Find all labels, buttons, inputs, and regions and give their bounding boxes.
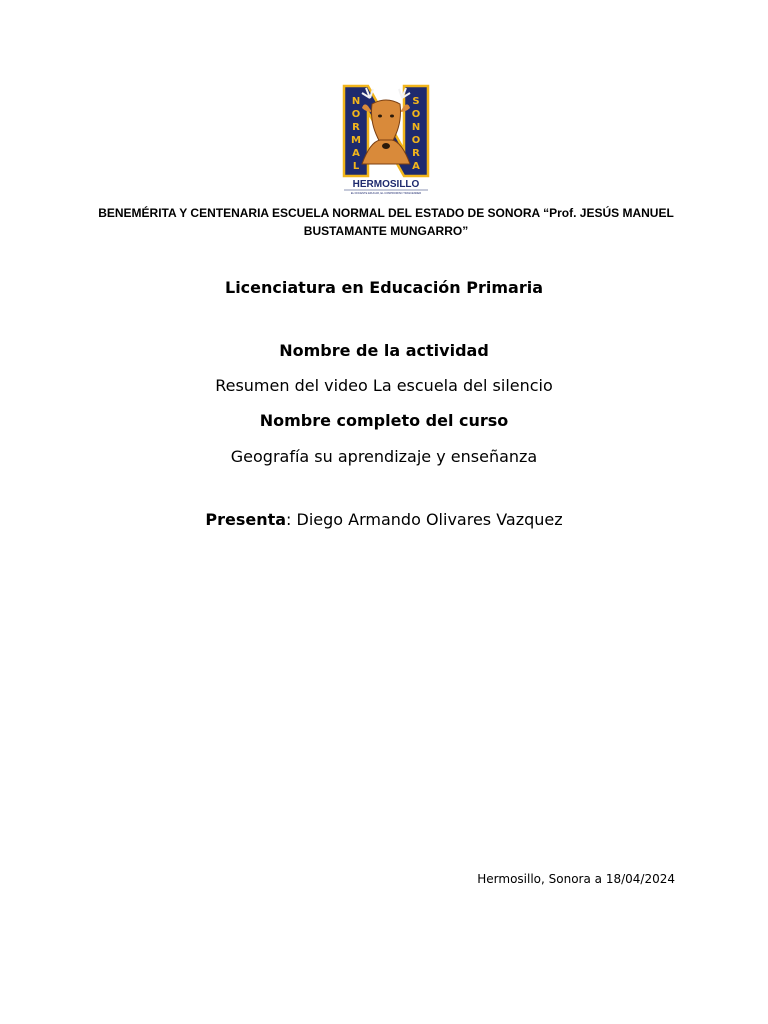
logo-letter-left: L xyxy=(352,161,360,172)
presenter-line xyxy=(0,509,768,531)
logo-letter-right: O xyxy=(411,109,421,120)
presenter-label: Presenta xyxy=(205,510,287,529)
logo-letter-left: O xyxy=(351,109,361,120)
logo-letter-right: R xyxy=(412,148,420,159)
school-logo xyxy=(340,84,432,196)
course-value: Geografía su aprendizaje y enseñanza xyxy=(230,447,538,466)
logo-letter-left: A xyxy=(352,148,360,159)
institution-name: BENEMÉRITA Y CENTENARIA ESCUELA NORMAL DEL ESTADO DE SONORA “Prof. JESÚS MANUEL BUSTAMANTE MUNGARRO” xyxy=(98,206,674,238)
place-date: Hermosillo, Sonora a 18/04/2024 xyxy=(477,872,675,886)
logo-letter-left: N xyxy=(351,96,361,107)
logo-letter-left: R xyxy=(352,122,360,133)
logo-motto: EL DOCENTE EDUCAR, EL COMPROMISO TRASCENDER xyxy=(350,192,422,195)
normal-sonora-emblem xyxy=(340,84,432,196)
logo-city: HERMOSILLO xyxy=(352,179,420,190)
logo-letter-left: M xyxy=(351,135,361,146)
course-label: Nombre completo del curso xyxy=(259,411,509,430)
logo-letter-right: S xyxy=(412,96,420,107)
activity-label: Nombre de la actividad xyxy=(279,341,489,360)
activity-value: Resumen del video La escuela del silencio xyxy=(215,376,553,395)
logo-letter-right: A xyxy=(412,161,420,172)
logo-letter-right: O xyxy=(411,135,421,146)
presenter-separator: : xyxy=(286,510,292,529)
program-title: Licenciatura en Educación Primaria xyxy=(225,278,543,297)
presenter-name: Diego Armando Olivares Vazquez xyxy=(296,510,563,529)
logo-letter-right: N xyxy=(411,122,421,133)
